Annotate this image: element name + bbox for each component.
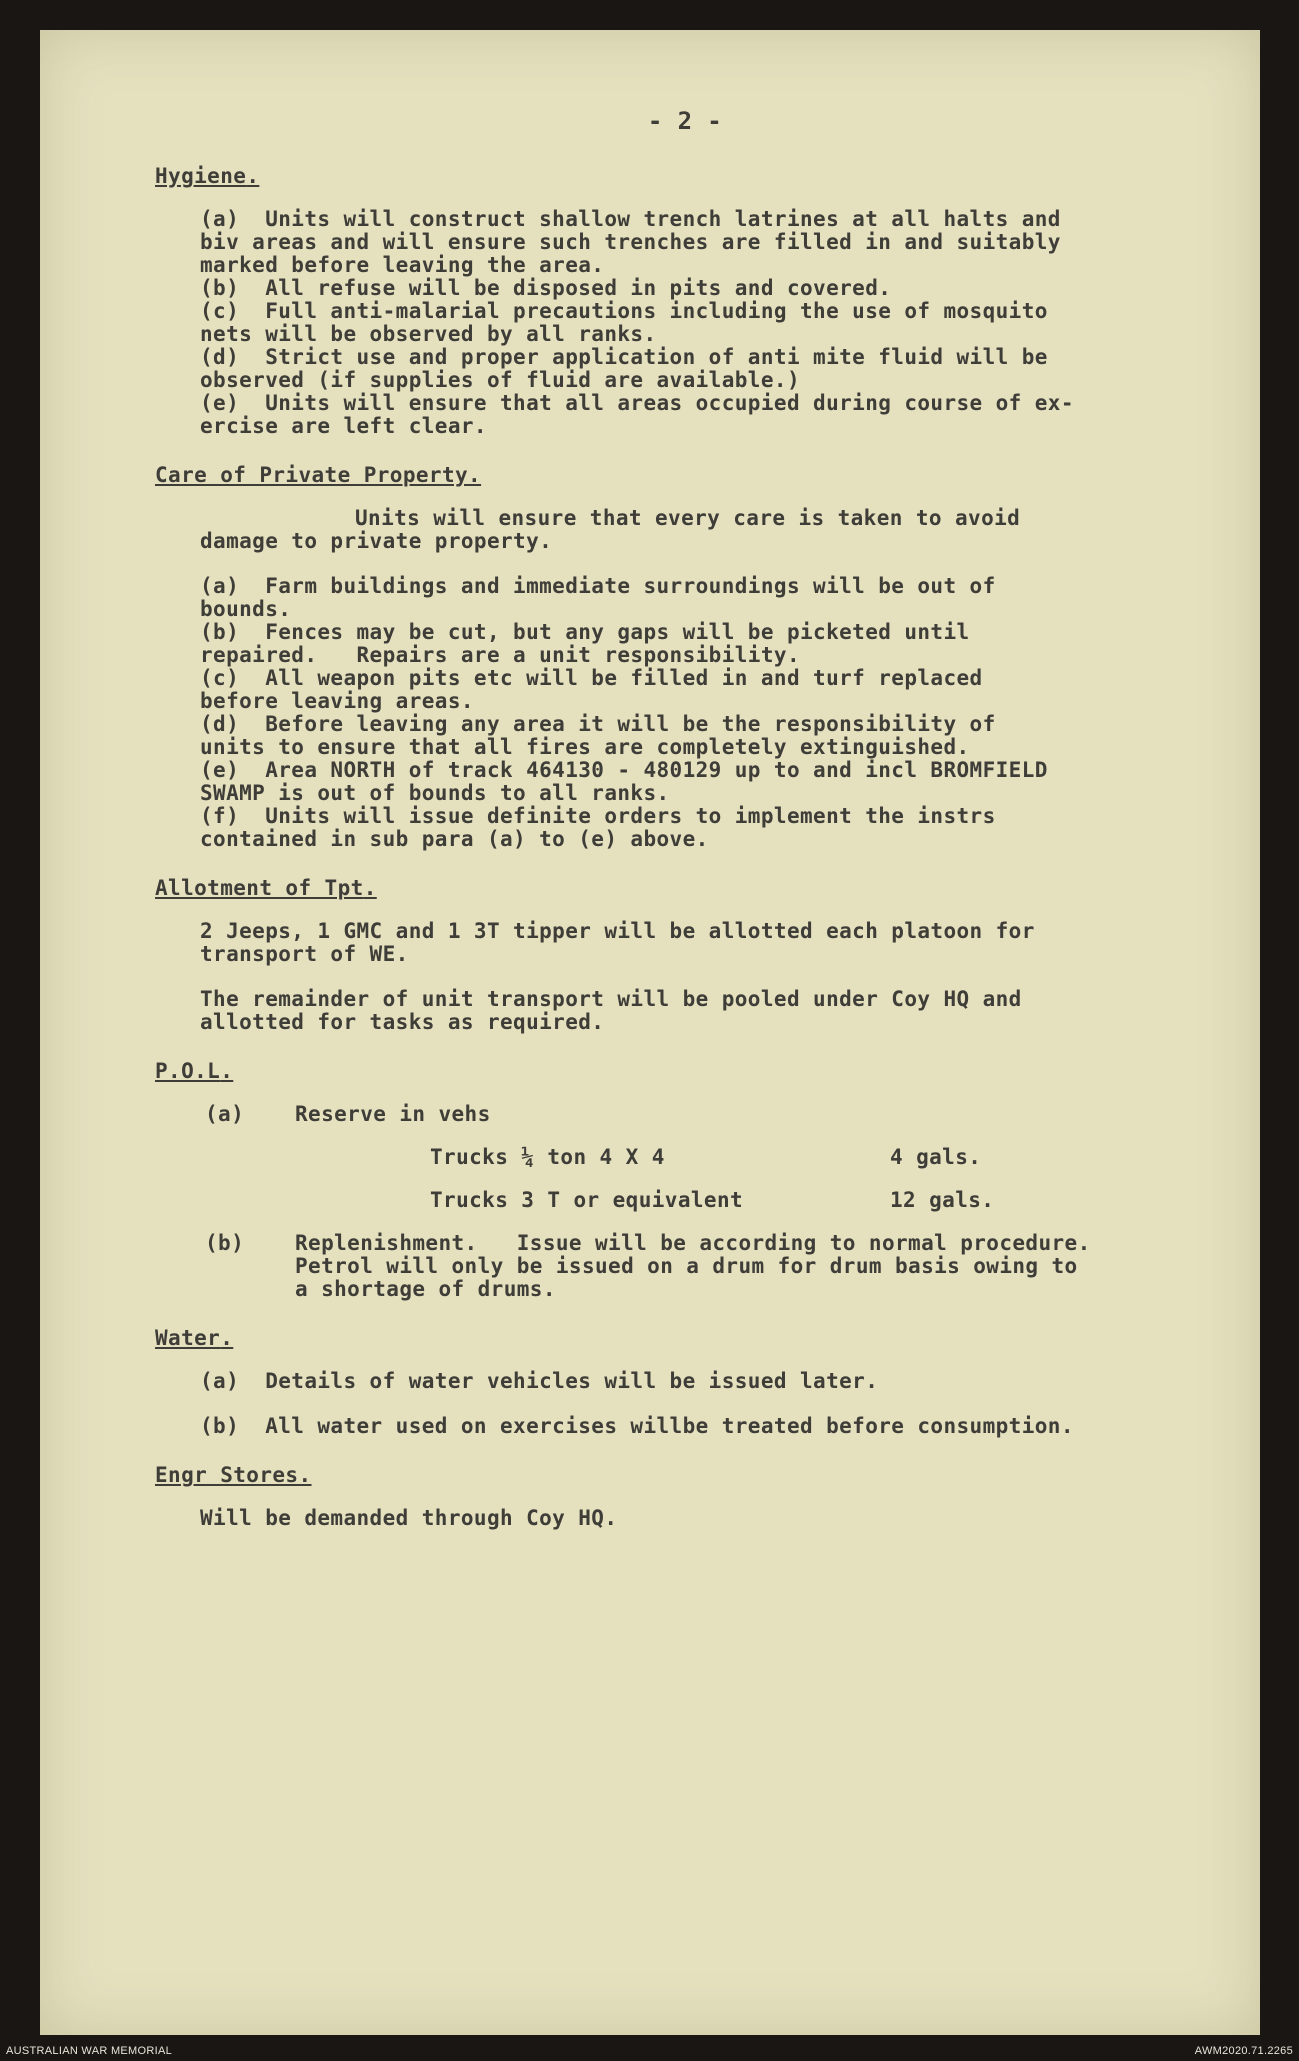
list-item: (a) Units will construct shallow trench latrines at all halts and biv areas and will ensure such trenches are filled in and suitably marked before leaving the area. — [200, 207, 1061, 277]
section-engr-stores — [155, 1464, 1215, 1530]
section-heading: Allotment of Tpt. — [155, 876, 377, 900]
item-text: Reserve in vehs — [295, 1102, 491, 1126]
pol-item-a — [205, 1103, 1215, 1126]
list-item: (e) Units will ensure that all areas occupied during course of ex- ercise are left clear. — [200, 391, 1074, 438]
truck-qty: 4 gals. — [890, 1145, 982, 1169]
list-item: (f) Units will issue definite orders to implement the instrs contained in sub para (a) to (e) above. — [200, 804, 996, 851]
section-hygiene — [155, 165, 1215, 438]
truck-qty: 12 gals. — [890, 1188, 995, 1212]
paragraph-text: The remainder of unit transport will be pooled under Coy HQ and allotted for tasks as required. — [200, 987, 1022, 1034]
list-item: (c) All weapon pits etc will be filled in and turf replaced before leaving areas. — [200, 666, 983, 713]
footer-institution: AUSTRALIAN WAR MEMORIAL — [6, 2045, 173, 2057]
document-sheet — [40, 30, 1260, 2035]
paragraph-text: Will be demanded through Coy HQ. — [200, 1506, 618, 1530]
list-item: (b) All refuse will be disposed in pits and covered. — [200, 276, 892, 300]
truck-row — [430, 1146, 1215, 1169]
section-transport — [155, 877, 1215, 1034]
section-heading: Water. — [155, 1326, 234, 1350]
section-water — [155, 1327, 1215, 1438]
paragraph-text: Units will ensure that every care is taken to avoid — [355, 506, 1021, 530]
truck-desc: Trucks ¼ ton 4 X 4 — [430, 1145, 665, 1169]
list-item: (d) Strict use and proper application of anti mite fluid will be observed (if supplies of fluid are available.) — [200, 345, 1048, 392]
item-text: Replenishment. Issue will be according to normal procedure. Petrol will only be issued on a drum for drum basis owing to a shortage of drums. — [295, 1231, 1091, 1301]
section-heading: Hygiene. — [155, 164, 260, 188]
list-item: (d) Before leaving any area it will be the responsibility of units to ensure that all fires are completely extinguished. — [200, 712, 996, 759]
list-item: (a) Details of water vehicles will be issued later. — [200, 1369, 879, 1393]
document-body — [155, 107, 1215, 1556]
section-heading: Care of Private Property. — [155, 463, 482, 487]
pol-item-b — [205, 1232, 1215, 1301]
section-private-property — [155, 464, 1215, 851]
section-heading: Engr Stores. — [155, 1463, 312, 1487]
truck-row — [430, 1189, 1215, 1212]
paragraph-text: 2 Jeeps, 1 GMC and 1 3T tipper will be allotted each platoon for transport of WE. — [200, 919, 1035, 966]
section-pol — [155, 1060, 1215, 1301]
list-item: (b) All water used on exercises willbe treated before consumption. — [200, 1414, 1074, 1438]
list-item: (b) Fences may be cut, but any gaps will be picketed until repaired. Repairs are a unit responsibility. — [200, 620, 970, 667]
section-heading: P.O.L. — [155, 1059, 234, 1083]
truck-desc: Trucks 3 T or equivalent — [430, 1188, 744, 1212]
item-label: (b) — [205, 1231, 245, 1255]
item-label: (a) — [205, 1102, 245, 1126]
list-item: (c) Full anti-malarial precautions including the use of mosquito nets will be observed by all ranks. — [200, 299, 1048, 346]
footer-accession-number: AWM2020.71.2265 — [1194, 2045, 1293, 2057]
list-item: (a) Farm buildings and immediate surroundings will be out of bounds. — [200, 574, 996, 621]
page-number: - 2 - — [647, 107, 723, 135]
paragraph-text: damage to private property. — [200, 529, 553, 553]
list-item: (e) Area NORTH of track 464130 - 480129 up to and incl BROMFIELD SWAMP is out of bounds to all ranks. — [200, 758, 1048, 805]
